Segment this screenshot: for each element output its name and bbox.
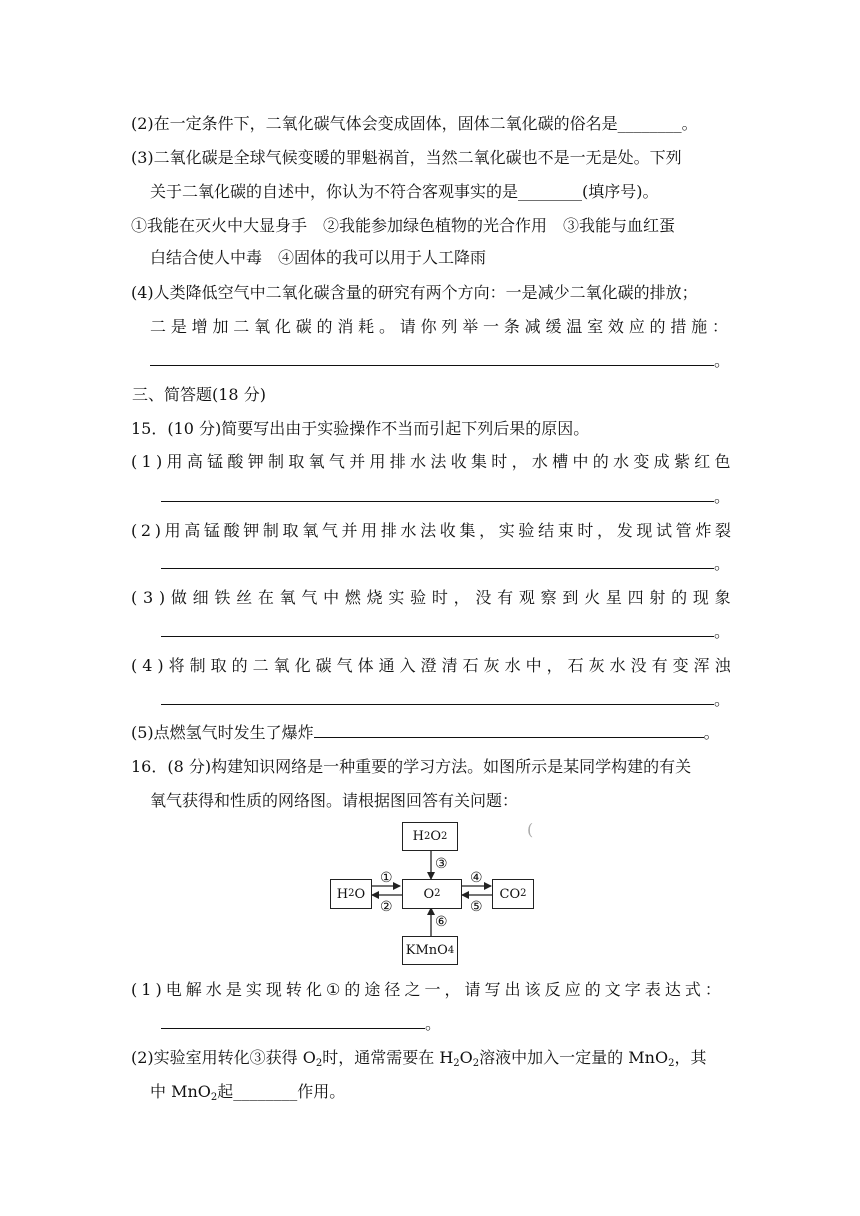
q15-1-answer-line — [161, 485, 730, 509]
label-3: ③ — [435, 856, 448, 872]
label-6: ⑥ — [435, 914, 448, 930]
kmno4-box: KMnO 4 — [402, 936, 458, 965]
period: 。 — [714, 487, 731, 506]
period: 。 — [714, 690, 731, 709]
answer-blank — [161, 485, 714, 502]
q15-2: ( 2 ) 用 高 锰 酸 钾 制 取 氧 气 并 用 排 水 法 收 集 ， 实 验 结 束 时 ， 发 现 试 管 炸 裂 — [131, 521, 731, 540]
q14-4-line2: 二 是 增 加 二 氧 化 碳 的 消 耗 。 请 你 列 举 一 条 减 缓 温 室 效 应 的 措 施 ： — [150, 317, 728, 336]
o2-box: O 2 — [402, 879, 462, 909]
q14-4-line1: (4)人类降低空气中二氧化碳含量的研究有两个方向：一是减少二氧化碳的排放； — [131, 283, 698, 302]
q15-4-answer-line — [161, 688, 730, 712]
h2o2-box: H 2 O 2 — [402, 822, 458, 851]
q15-4: ( 4 ) 将 制 取 的 二 氧 化 碳 气 体 通 入 澄 清 石 灰 水 中 ， 石 灰 水 没 有 变 浑 浊 — [131, 656, 731, 675]
q15-stem: 15．(10 分)简要写出由于实验操作不当而引起下列后果的原因。 — [131, 419, 590, 438]
q14-3-options-line2: 白结合使人中毒 ④固体的我可以用于人工降雨 — [150, 248, 487, 267]
q15-2-answer-line — [161, 552, 730, 576]
co2-box: CO 2 — [492, 879, 534, 909]
period: 。 — [714, 554, 731, 573]
q16-2-line2: 中 MnO$_2$起________作用。 — [150, 1082, 346, 1103]
q15-3-answer-line — [161, 620, 730, 644]
q15-3: ( 3 ) 做 细 铁 丝 在 氧 气 中 燃 烧 实 验 时 ， 没 有 观 察 到 火 星 四 射 的 现 象 — [131, 588, 731, 607]
oxygen-network-diagram — [328, 822, 538, 966]
q14-2: (2)在一定条件下，二氧化碳气体会变成固体，固体二氧化碳的俗名是________。 — [131, 114, 698, 133]
section-3-heading: 三、简答题(18 分) — [132, 385, 266, 404]
q14-3-line1: (3)二氧化碳是全球气候变暖的罪魁祸首，当然二氧化碳也不是一无是处。下列 — [131, 148, 682, 167]
period: 。 — [714, 622, 731, 641]
q15-5-text: (5)点燃氢气时发生了爆炸 — [131, 723, 314, 742]
q16-stem-line2: 氧气获得和性质的网络图。请根据图回答有关问题： — [150, 791, 519, 810]
label-4: ④ — [470, 870, 483, 886]
label-2: ② — [380, 899, 393, 915]
answer-blank — [161, 552, 714, 569]
period: 。 — [703, 723, 720, 742]
answer-blank — [150, 349, 714, 366]
q15-1: ( 1 ) 用 高 锰 酸 钾 制 取 氧 气 并 用 排 水 法 收 集 时 ， 水 槽 中 的 水 变 成 紫 红 色 — [131, 452, 731, 471]
q15-5 — [131, 721, 720, 745]
period: 。 — [714, 351, 731, 370]
answer-blank — [314, 721, 704, 738]
q16-1: ( 1 ) 电 解 水 是 实 现 转 化 ① 的 途 径 之 一 ， 请 写 出 该 反 应 的 文 字 表 达 式 ： — [131, 980, 721, 999]
answer-blank — [161, 688, 714, 705]
q16-2-line1: (2)实验室用转化③获得 $O_2$时，通常需要在 $H_2O_2$溶液中加入一定量的 MnO$_2$，其 — [131, 1048, 707, 1069]
answer-blank — [161, 620, 714, 637]
margin-mark: ( — [527, 820, 534, 839]
period: 。 — [425, 1014, 442, 1033]
label-1: ① — [380, 870, 393, 886]
q14-3-line2: 关于二氧化碳的自述中，你认为不符合客观事实的是________(填序号)。 — [150, 182, 659, 201]
label-5: ⑤ — [470, 899, 483, 915]
answer-blank — [161, 1012, 425, 1029]
q14-4-answer-line — [150, 349, 730, 373]
q16-stem-line1: 16．(8 分)构建知识网络是一种重要的学习方法。如图所示是某同学构建的有关 — [131, 757, 692, 776]
h2o-box: H 2 O — [330, 879, 372, 909]
q14-3-options-line1: ①我能在灭火中大显身手 ②我能参加绿色植物的光合作用 ③我能与血红蛋 — [131, 216, 676, 235]
q16-1-answer-line — [161, 1012, 441, 1036]
